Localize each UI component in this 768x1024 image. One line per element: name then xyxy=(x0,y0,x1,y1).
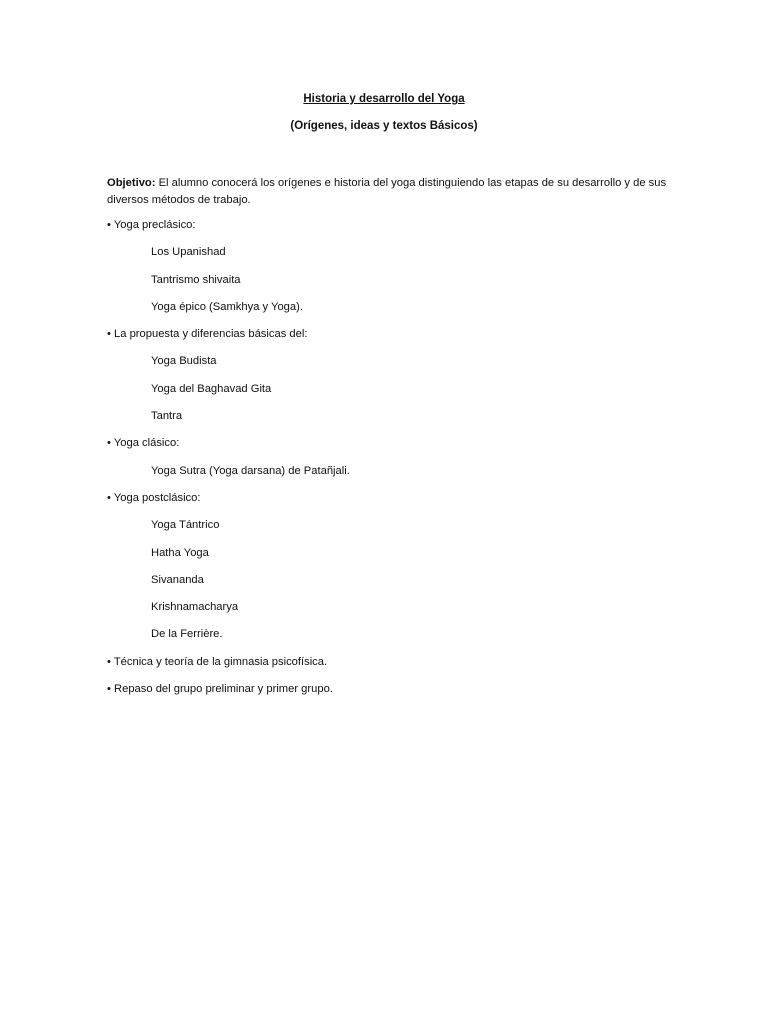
document-title: Historia y desarrollo del Yoga xyxy=(303,93,465,105)
objective-text: El alumno conocerá los orígenes e historia del yoga distinguiendo las etapas de su desarrollo y de sus diversos métodos de trabajo. xyxy=(107,177,667,206)
list-item: Los Upanishad xyxy=(151,246,226,259)
section-heading: • Técnica y teoría de la gimnasia psicofísica. xyxy=(107,655,328,668)
list-item: Yoga Budista xyxy=(151,355,217,368)
list-item: Yoga épico (Samkhya y Yoga). xyxy=(151,300,303,313)
list-item: Hatha Yoga xyxy=(151,546,209,559)
list-item: Krishnamacharya xyxy=(151,601,239,614)
syllabus-list xyxy=(107,218,687,709)
list-item: De la Ferrière. xyxy=(151,628,223,641)
list-item: Tantrismo shivaita xyxy=(151,273,241,286)
section-heading: • Yoga clásico: xyxy=(107,437,180,450)
section-heading: • Yoga preclásico: xyxy=(107,219,196,231)
document-subtitle: (Orígenes, ideas y textos Básicos) xyxy=(290,120,478,132)
list-item: Yoga Tántrico xyxy=(151,519,220,532)
list-item: Yoga del Baghavad Gita xyxy=(151,382,272,395)
list-item: Yoga Sutra (Yoga darsana) de Patañjali. xyxy=(151,464,350,477)
section-heading: • Yoga postclásico: xyxy=(107,491,201,504)
section-heading: • La propuesta y diferencias básicas del: xyxy=(107,328,308,341)
section-heading: • Repaso del grupo preliminar y primer grupo. xyxy=(107,683,333,696)
objective-label: Objetivo: xyxy=(107,177,156,189)
list-item: Sivananda xyxy=(151,573,204,586)
objective-paragraph xyxy=(107,175,667,208)
list-item: Tantra xyxy=(151,410,183,423)
